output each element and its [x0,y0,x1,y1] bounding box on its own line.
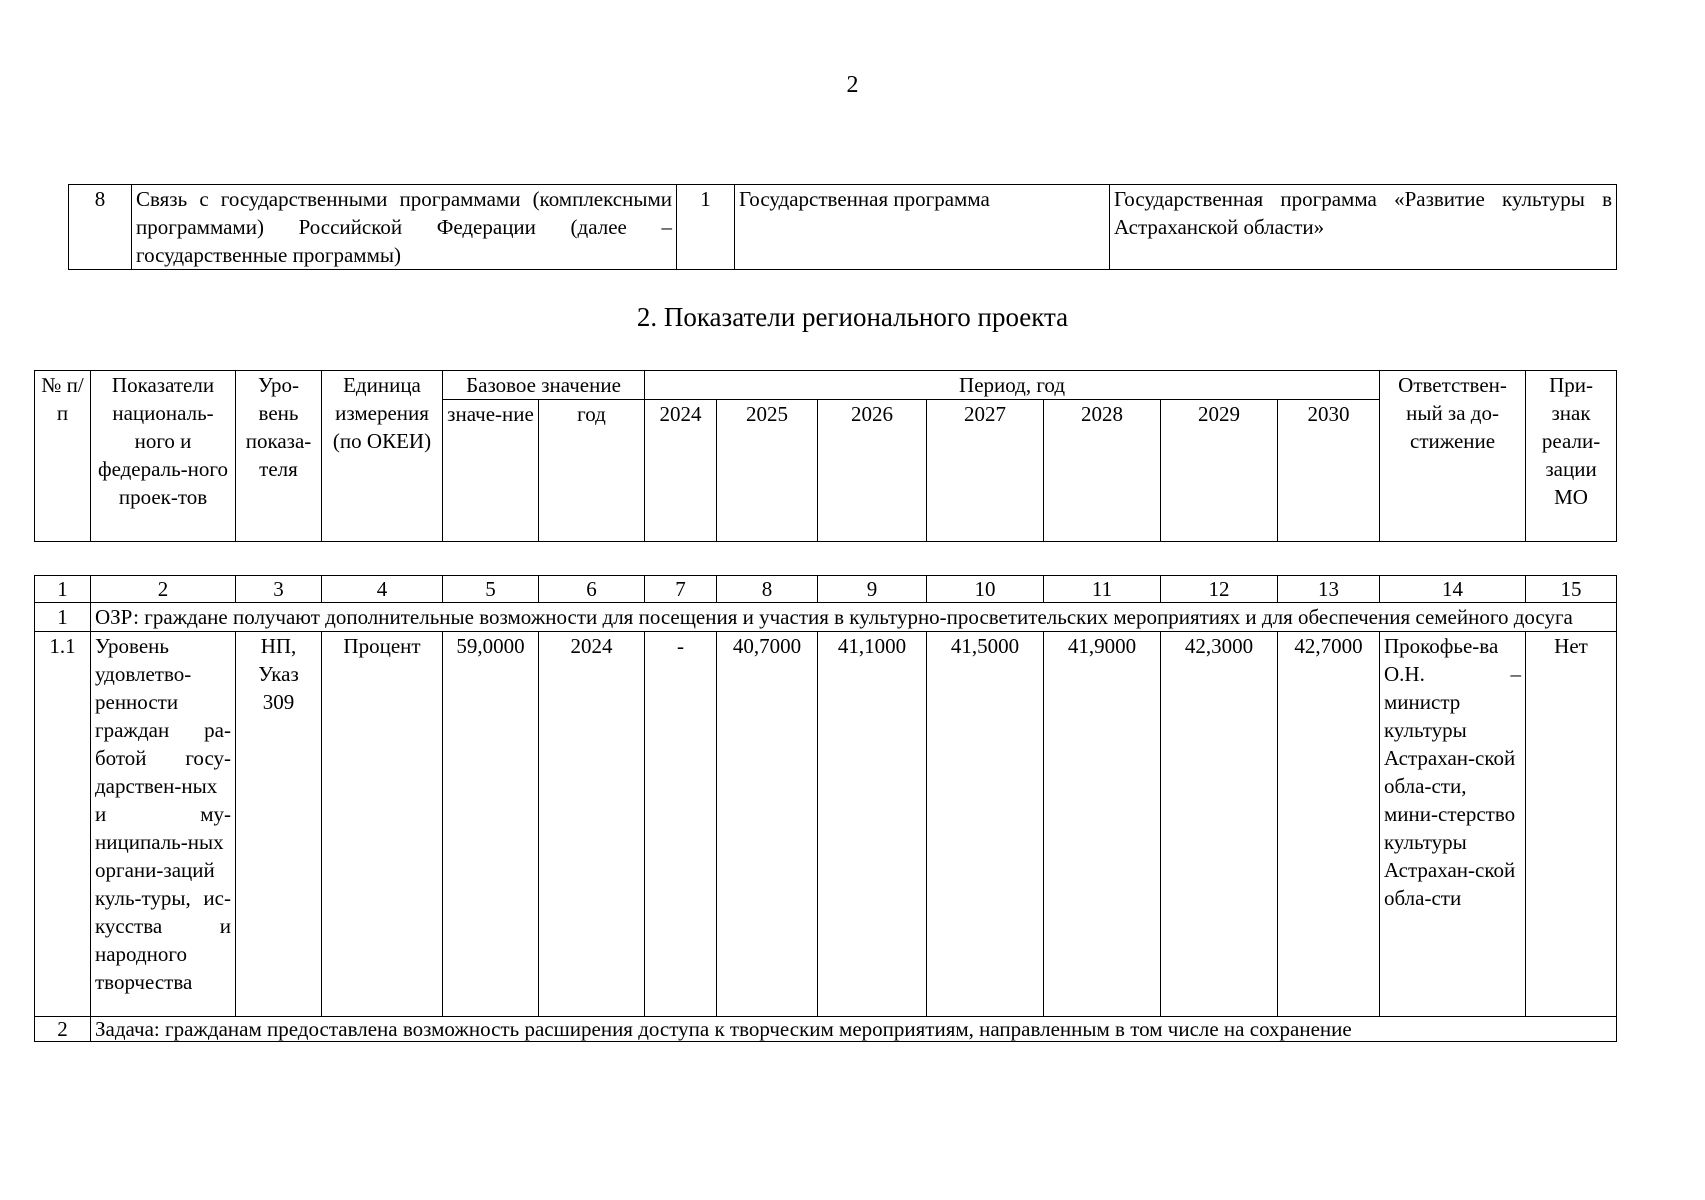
connection-index: 1 [677,185,735,270]
column-number: 2 [91,576,236,603]
indicator-value: 41,1000 [818,632,927,1017]
column-number: 1 [35,576,91,603]
connection-num: 8 [69,185,132,270]
header-year: 2030 [1278,400,1380,542]
column-number: 13 [1278,576,1380,603]
column-number: 14 [1380,576,1526,603]
header-indicator: Показатели националь-ного и федераль-ного проек-тов [91,371,236,542]
header-base: Базовое значение [443,371,645,400]
indicator-row [35,632,1617,1017]
header-responsible: Ответствен-ный за до-стижение [1380,371,1526,542]
page-number: 2 [846,72,859,98]
indicator-value: 41,5000 [927,632,1044,1017]
connection-type: Государственная программа [735,185,1110,270]
header-year: 2026 [818,400,927,542]
header-year: 2028 [1044,400,1161,542]
column-numbers-row [35,576,1617,603]
task-text: Задача: гражданам предоставлена возможность расширения доступа к творческим мероприятиям, направленным в том числе на сохранение [91,1017,1617,1042]
connection-row [69,185,1617,270]
section-title: 2. Показатели регионального проекта [636,302,1069,332]
header-unit: Единица измерения (по ОКЕИ) [322,371,443,542]
header-base-year: год [539,400,645,542]
indicator-value: 41,9000 [1044,632,1161,1017]
indicator-value: - [645,632,717,1017]
column-number: 4 [322,576,443,603]
column-number: 11 [1044,576,1161,603]
header-base-value: значе-ние [443,400,539,542]
header-period: Период, год [645,371,1380,400]
indicator-base-year: 2024 [539,632,645,1017]
ozr-text: ОЗР: граждане получают дополнительные возможности для посещения и участия в культурно-просветительских мероприятиях и для обеспечения семейного досуга [91,603,1617,632]
column-number: 9 [818,576,927,603]
column-number: 5 [443,576,539,603]
indicator-value: 42,7000 [1278,632,1380,1017]
column-number: 12 [1161,576,1278,603]
header-year: 2024 [645,400,717,542]
column-number: 10 [927,576,1044,603]
header-year: 2027 [927,400,1044,542]
connection-table [68,184,1617,270]
indicator-num: 1.1 [35,632,91,1017]
header-num: № п/п [35,371,91,542]
header-year: 2029 [1161,400,1278,542]
header-year: 2025 [717,400,818,542]
header-mo-sign: При-знак реали-зации МО [1526,371,1617,542]
indicator-mo-sign: Нет [1526,632,1617,1017]
indicator-name: Уровень удовлетво-ренности граждан ра-ботой госу-дарствен-ных и му-ниципаль-ных органи-заций куль-туры, ис-кусства и народного творчества [91,632,236,1017]
header-level: Уро-вень показа-теля [236,371,322,542]
ozr-row [35,603,1617,632]
header-row-1 [35,371,1617,400]
indicator-base-value: 59,0000 [443,632,539,1017]
task-num: 2 [35,1017,91,1042]
column-number: 3 [236,576,322,603]
column-number: 7 [645,576,717,603]
header-table [34,370,1617,542]
indicator-value: 40,7000 [717,632,818,1017]
connection-label: Связь с государственными программами (комплексными программами) Российской Федерации (далее – государственные программы) [132,185,677,270]
column-number: 8 [717,576,818,603]
column-number: 6 [539,576,645,603]
column-number: 15 [1526,576,1617,603]
indicator-level: НП, Указ 309 [236,632,322,1017]
indicator-unit: Процент [322,632,443,1017]
connection-program: Государственная программа «Развитие культуры в Астраханской области» [1110,185,1617,270]
indicators-table [34,575,1617,1042]
ozr-num: 1 [35,603,91,632]
indicator-responsible: Прокофье-ва О.Н. – министр культуры Астрахан-ской обла-сти, мини-стерство культуры Астрахан-ской обла-сти [1380,632,1526,1017]
task-row [35,1017,1617,1042]
indicator-value: 42,3000 [1161,632,1278,1017]
